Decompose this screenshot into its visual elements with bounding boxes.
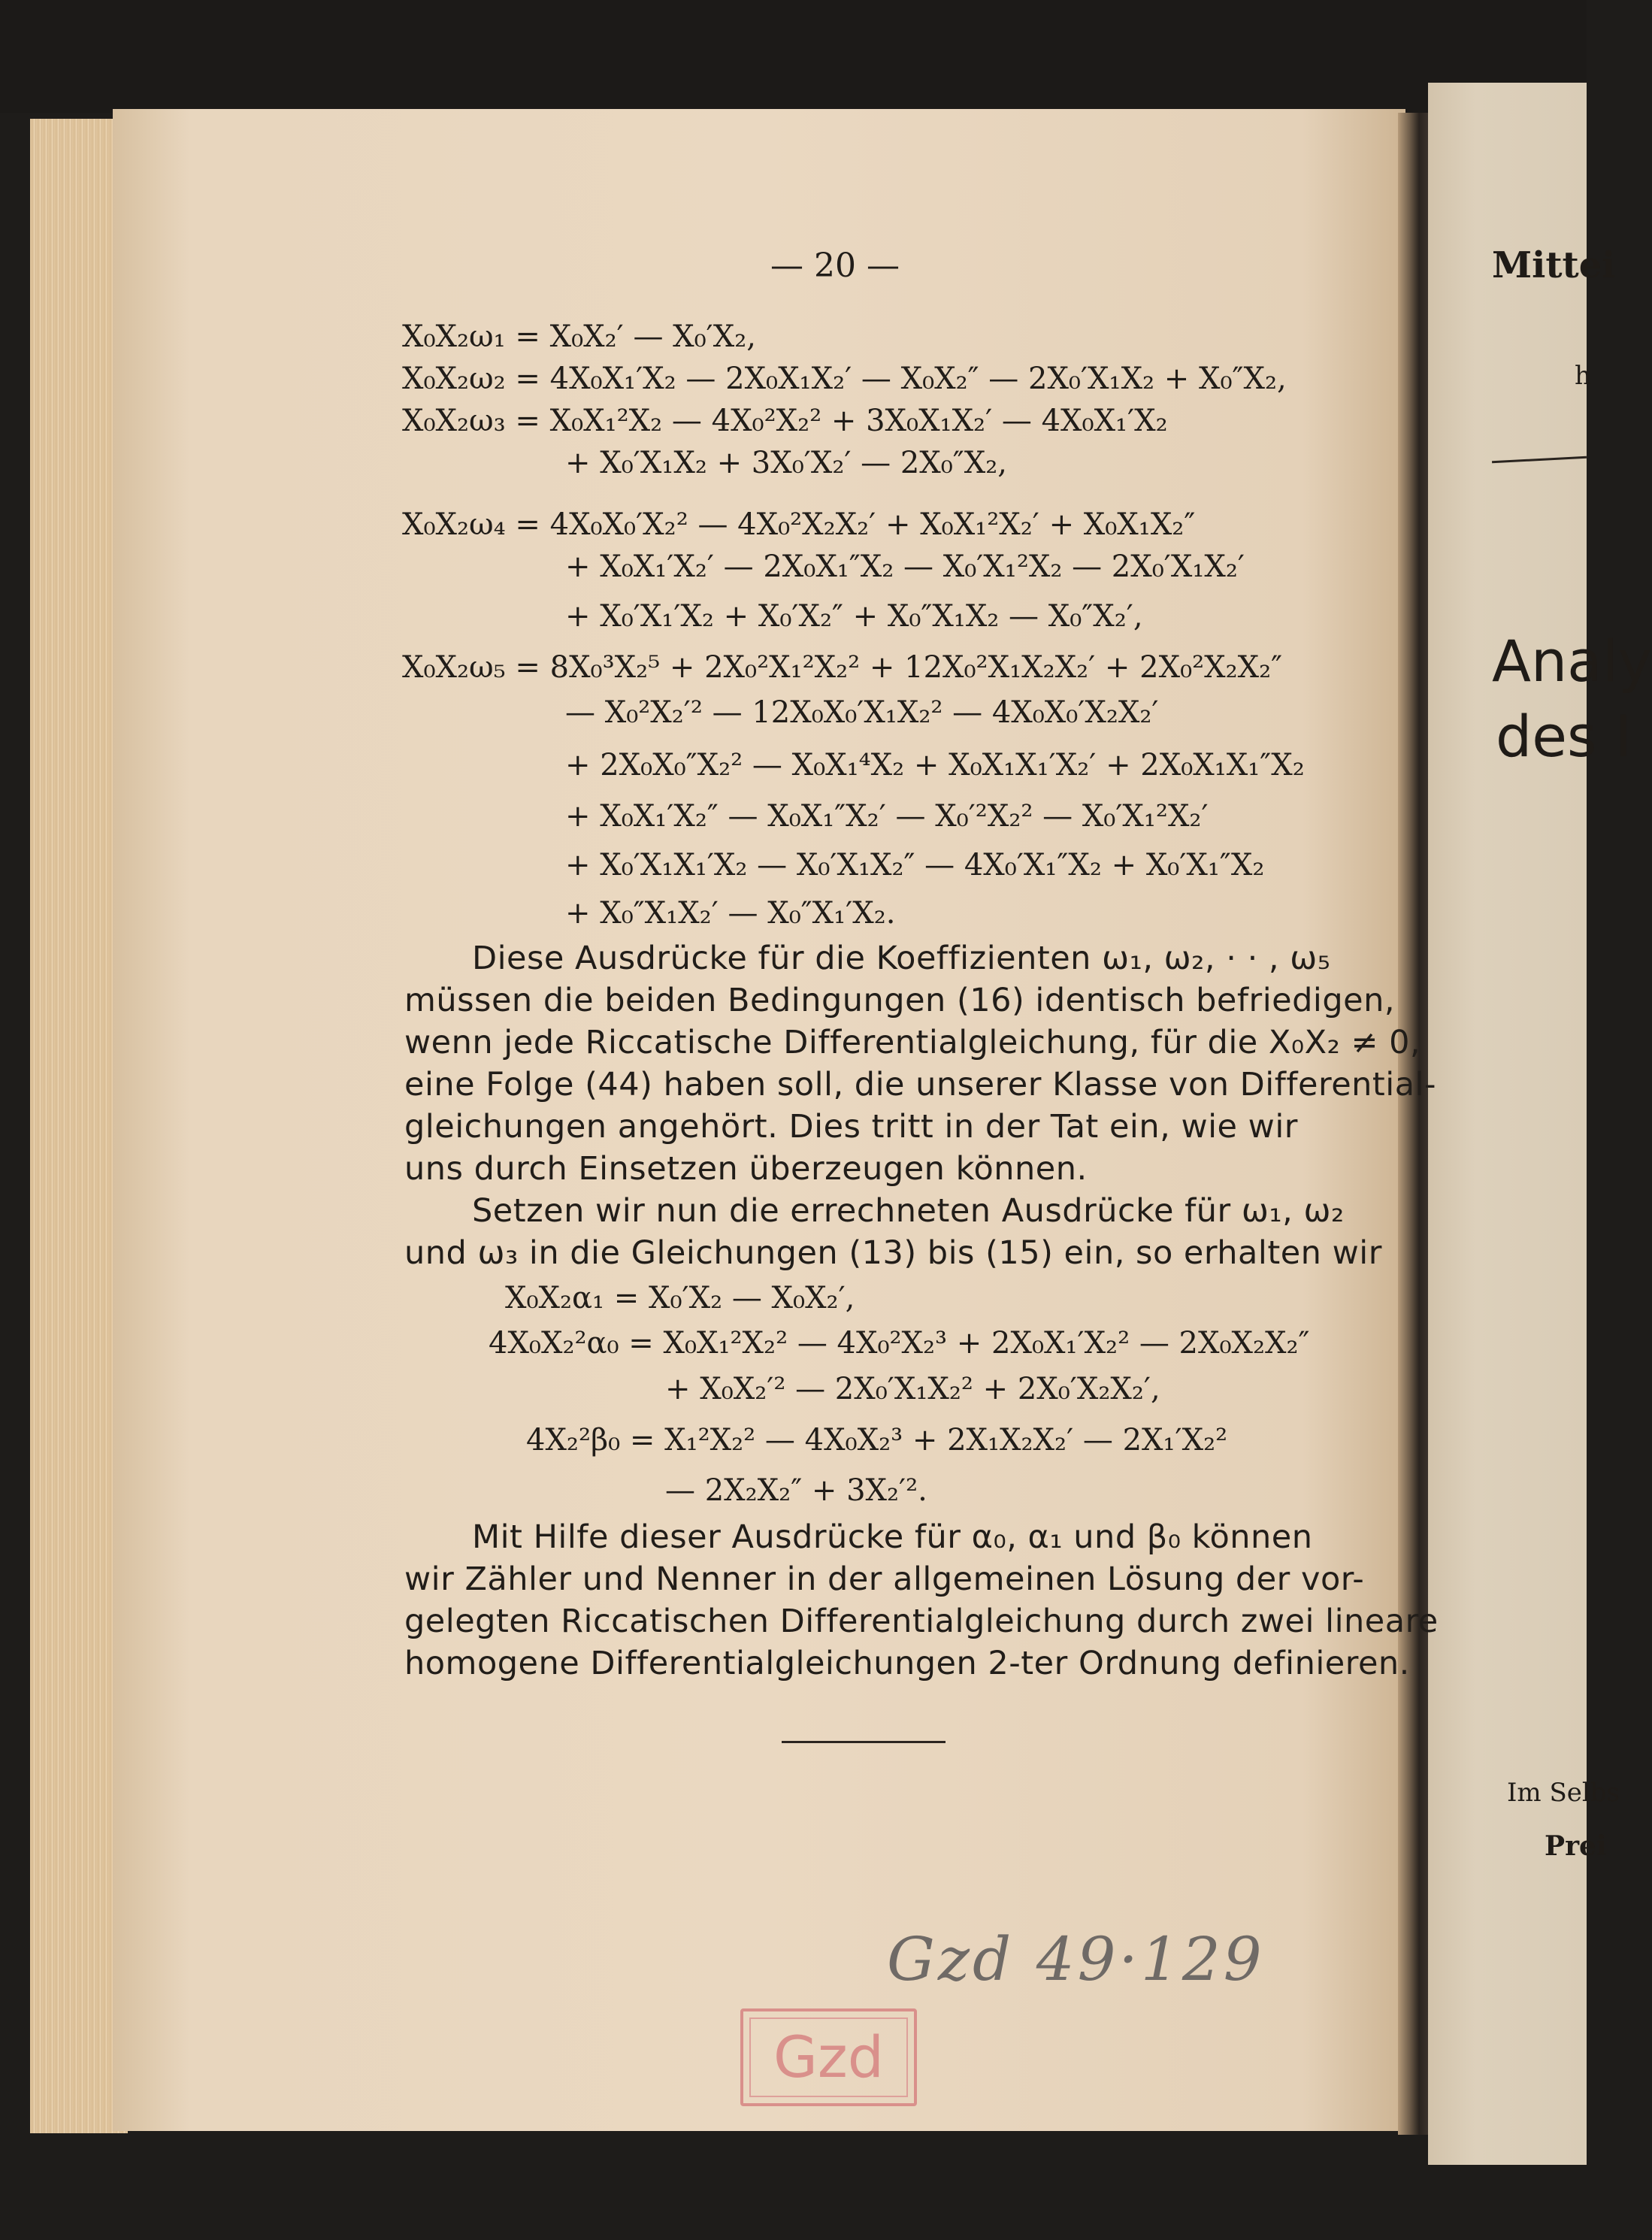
paragraph-line: wir Zähler und Nenner in der allgemeinen Lösung der vor- <box>404 1560 1365 1598</box>
paragraph-line: Setzen wir nun die errechneten Ausdrücke für ω₁, ω₂ <box>472 1192 1345 1230</box>
right-page-heading: Mittei <box>1492 244 1616 286</box>
equation-line: + X₀X₁′X₂′ — 2X₀X₁″X₂ — X₀′X₁²X₂ — 2X₀′X₁X₂′ <box>565 549 1245 584</box>
end-rule <box>782 1741 946 1743</box>
paragraph-line: uns durch Einsetzen überzeugen können. <box>404 1150 1088 1188</box>
equation-line: X₀X₂ω₅ = 8X₀³X₂⁵ + 2X₀²X₁²X₂² + 12X₀²X₁X₂X₂′ + 2X₀²X₂X₂″ <box>402 650 1283 685</box>
right-page-publisher: Im Selbs <box>1507 1778 1620 1808</box>
right-page-fragment: h <box>1575 361 1591 391</box>
equation-line: 4X₀X₂²α₀ = X₀X₁²X₂² — 4X₀²X₂³ + 2X₀X₁′X₂² — 2X₀X₂X₂″ <box>489 1326 1310 1361</box>
equation-line: — 2X₂X₂″ + 3X₂′². <box>665 1473 927 1508</box>
equation-line: + X₀′X₁X₁′X₂ — X₀′X₁X₂″ — 4X₀′X₁″X₂ + X₀′X₁″X₂ <box>565 848 1265 882</box>
library-stamp-text: Gzd <box>773 2024 885 2090</box>
paragraph-line: gleichungen angehört. Dies tritt in der Tat ein, wie wir <box>404 1108 1298 1146</box>
right-page-price: Prei <box>1545 1830 1607 1862</box>
equation-line: X₀X₂ω₃ = X₀X₁²X₂ — 4X₀²X₂² + 3X₀X₁X₂′ — 4X₀X₁′X₂ <box>402 404 1168 438</box>
right-page-title-1: Analy <box>1492 628 1652 695</box>
paragraph-line: eine Folge (44) haben soll, die unserer Klasse von Differential- <box>404 1066 1437 1103</box>
equation-line: + X₀′X₁X₂ + 3X₀′X₂′ — 2X₀″X₂, <box>565 446 1007 480</box>
paragraph-line: Mit Hilfe dieser Ausdrücke für α₀, α₁ und β₀ können <box>472 1518 1313 1556</box>
equation-line: X₀X₂ω₄ = 4X₀X₀′X₂² — 4X₀²X₂X₂′ + X₀X₁²X₂′ + X₀X₁X₂″ <box>402 507 1196 542</box>
equation-line: + X₀X₁′X₂″ — X₀X₁″X₂′ — X₀′²X₂² — X₀′X₁²X₂′ <box>565 799 1209 834</box>
handwritten-shelfmark: Gzd 49·129 <box>887 1924 1265 1994</box>
book-gutter <box>1398 113 1428 2135</box>
library-stamp <box>740 2008 917 2106</box>
equation-line: + X₀X₂′² — 2X₀′X₁X₂² + 2X₀′X₂X₂′, <box>665 1372 1160 1406</box>
paragraph-line: Diese Ausdrücke für die Koeffizienten ω₁, ω₂, · · , ω₅ <box>472 940 1331 977</box>
equation-line: + 2X₀X₀″X₂² — X₀X₁⁴X₂ + X₀X₁X₁′X₂′ + 2X₀X₁X₁″X₂ <box>565 748 1305 782</box>
background-top <box>0 0 1587 113</box>
right-page-title-2: des I <box>1496 703 1632 770</box>
paragraph-line: wenn jede Riccatische Differentialgleichung, für die X₀X₂ ≠ 0, <box>404 1024 1421 1061</box>
paragraph-line: und ω₃ in die Gleichungen (13) bis (15) ein, so erhalten wir <box>404 1234 1382 1272</box>
paragraph-line: müssen die beiden Bedingungen (16) identisch befriedigen, <box>404 982 1396 1019</box>
page-number: — 20 — <box>770 247 900 285</box>
paragraph-line: gelegten Riccatischen Differentialgleichung durch zwei lineare <box>404 1603 1439 1640</box>
equation-line: 4X₂²β₀ = X₁²X₂² — 4X₀X₂³ + 2X₁X₂X₂′ — 2X₁′X₂² <box>526 1423 1228 1458</box>
equation-line: + X₀′X₁′X₂ + X₀′X₂″ + X₀″X₁X₂ — X₀″X₂′, <box>565 599 1143 634</box>
paragraph-line: homogene Differentialgleichungen 2-ter Ordnung definieren. <box>404 1645 1410 1682</box>
equation-line: X₀X₂α₁ = X₀′X₂ — X₀X₂′, <box>505 1281 855 1315</box>
equation-line: — X₀²X₂′² — 12X₀X₀′X₁X₂² — 4X₀X₀′X₂X₂′ <box>565 695 1159 730</box>
equation-line: X₀X₂ω₂ = 4X₀X₁′X₂ — 2X₀X₁X₂′ — X₀X₂″ — 2X₀′X₁X₂ + X₀″X₂, <box>402 362 1287 396</box>
equation-line: X₀X₂ω₁ = X₀X₂′ — X₀′X₂, <box>402 319 756 354</box>
equation-line: + X₀″X₁X₂′ — X₀″X₁′X₂. <box>565 896 896 931</box>
